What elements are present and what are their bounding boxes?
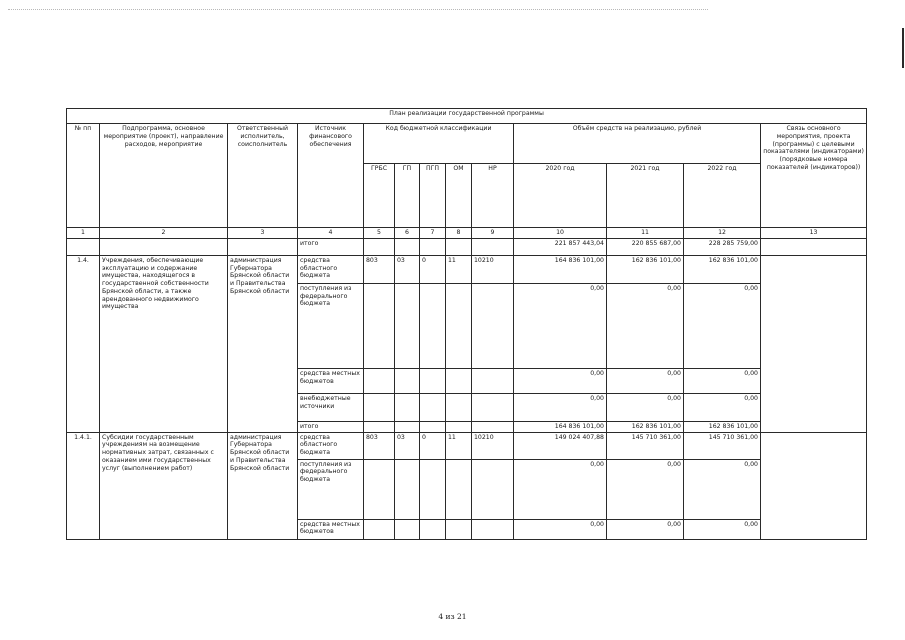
amount-2020: 0,00 — [514, 393, 607, 421]
amount-2021: 0,00 — [607, 519, 684, 539]
source-label: средства областного бюджета — [298, 432, 364, 459]
amount-2022: 145 710 361,00 — [684, 432, 761, 459]
amount-2021: 0,00 — [607, 368, 684, 393]
header-grbs: ГРБС — [364, 164, 395, 228]
header-2021: 2021 год — [607, 164, 684, 228]
header-volume: Объём средств на реализацию, рублей — [514, 124, 761, 164]
amount-2022: 0,00 — [684, 368, 761, 393]
amount-2020: 0,00 — [514, 283, 607, 368]
amount-2021: 0,00 — [607, 459, 684, 519]
header-link-indicators: Связь основного мероприятия, проекта (программы) с целевыми показателями (индикаторами) (порядковые номера показателей (индикаторов)) — [761, 124, 867, 228]
source-label: внебюджетные источники — [298, 393, 364, 421]
column-number: 3 — [228, 228, 298, 239]
column-number: 13 — [761, 228, 867, 239]
amount-2022: 228 285 759,00 — [684, 238, 761, 255]
code-om: 11 — [446, 432, 472, 459]
column-number: 6 — [395, 228, 420, 239]
amount-2021: 0,00 — [607, 283, 684, 368]
amount-2020: 221 857 443,04 — [514, 238, 607, 255]
header-source: Источник финансового обеспечения — [298, 124, 364, 228]
page-number: 4 из 21 — [438, 612, 467, 621]
source-label: средства местных бюджетов — [298, 368, 364, 393]
source-label: поступления из федерального бюджета — [298, 283, 364, 368]
column-number: 12 — [684, 228, 761, 239]
amount-2021: 220 855 687,00 — [607, 238, 684, 255]
header-executor: Ответственный исполнитель, соисполнитель — [228, 124, 298, 228]
program-plan-table — [66, 108, 867, 540]
amount-2020: 0,00 — [514, 519, 607, 539]
source-label: средства местных бюджетов — [298, 519, 364, 539]
amount-2020: 149 024 407,88 — [514, 432, 607, 459]
amount-2022: 0,00 — [684, 459, 761, 519]
table-title: План реализации государственной программы — [67, 109, 867, 124]
header-budget-code: Код бюджетной классификации — [364, 124, 514, 164]
column-number: 7 — [420, 228, 446, 239]
row-number: 1.4.1. — [67, 432, 100, 539]
amount-2022: 0,00 — [684, 283, 761, 368]
header-nr: НР — [472, 164, 514, 228]
amount-2021: 162 836 101,00 — [607, 421, 684, 432]
code-pgp: 0 — [420, 432, 446, 459]
amount-2020: 0,00 — [514, 368, 607, 393]
header-2022: 2022 год — [684, 164, 761, 228]
code-gp: 03 — [395, 255, 420, 283]
column-number: 1 — [67, 228, 100, 239]
column-number: 4 — [298, 228, 364, 239]
amount-2020: 164 836 101,00 — [514, 255, 607, 283]
amount-2022: 162 836 101,00 — [684, 255, 761, 283]
column-number: 2 — [100, 228, 228, 239]
amount-2021: 145 710 361,00 — [607, 432, 684, 459]
source-label: поступления из федерального бюджета — [298, 459, 364, 519]
row-number: 1.4. — [67, 255, 100, 432]
program-name: Субсидии государственным учреждениям на возмещение нормативных затрат, связанных с оказанием ими государственных услуг (выполнением работ) — [100, 432, 228, 539]
column-number: 10 — [514, 228, 607, 239]
column-number: 8 — [446, 228, 472, 239]
amount-2020: 164 836 101,00 — [514, 421, 607, 432]
source-label: средства областного бюджета — [298, 255, 364, 283]
column-number: 5 — [364, 228, 395, 239]
code-om: 11 — [446, 255, 472, 283]
executor-name: администрация Губернатора Брянской области и Правительства Брянской области — [228, 255, 298, 432]
source-label: итого — [298, 238, 364, 255]
code-gp: 03 — [395, 432, 420, 459]
amount-2021: 0,00 — [607, 393, 684, 421]
column-number: 9 — [472, 228, 514, 239]
executor-name: администрация Губернатора Брянской области и Правительства Брянской области — [228, 432, 298, 539]
code-nr: 10210 — [472, 432, 514, 459]
header-gp: ГП — [395, 164, 420, 228]
code-grbs: 803 — [364, 432, 395, 459]
code-grbs: 803 — [364, 255, 395, 283]
code-pgp: 0 — [420, 255, 446, 283]
code-nr: 10210 — [472, 255, 514, 283]
column-number: 11 — [607, 228, 684, 239]
program-name: Учреждения, обеспечивающие эксплуатацию и содержание имущества, находящегося в государственной собственности Брянской области, а также арендованного недвижимого имущества — [100, 255, 228, 432]
amount-2022: 0,00 — [684, 393, 761, 421]
header-pgp: ПГП — [420, 164, 446, 228]
amount-2022: 162 836 101,00 — [684, 421, 761, 432]
amount-2021: 162 836 101,00 — [607, 255, 684, 283]
amount-2020: 0,00 — [514, 459, 607, 519]
header-program: Подпрограмма, основное мероприятие (проект), направление расходов, мероприятие — [100, 124, 228, 228]
scan-edge-mark — [902, 28, 904, 68]
scan-artifact-dots — [8, 9, 708, 10]
source-label: итого — [298, 421, 364, 432]
header-num: № пп — [67, 124, 100, 228]
header-om: ОМ — [446, 164, 472, 228]
amount-2022: 0,00 — [684, 519, 761, 539]
header-2020: 2020 год — [514, 164, 607, 228]
